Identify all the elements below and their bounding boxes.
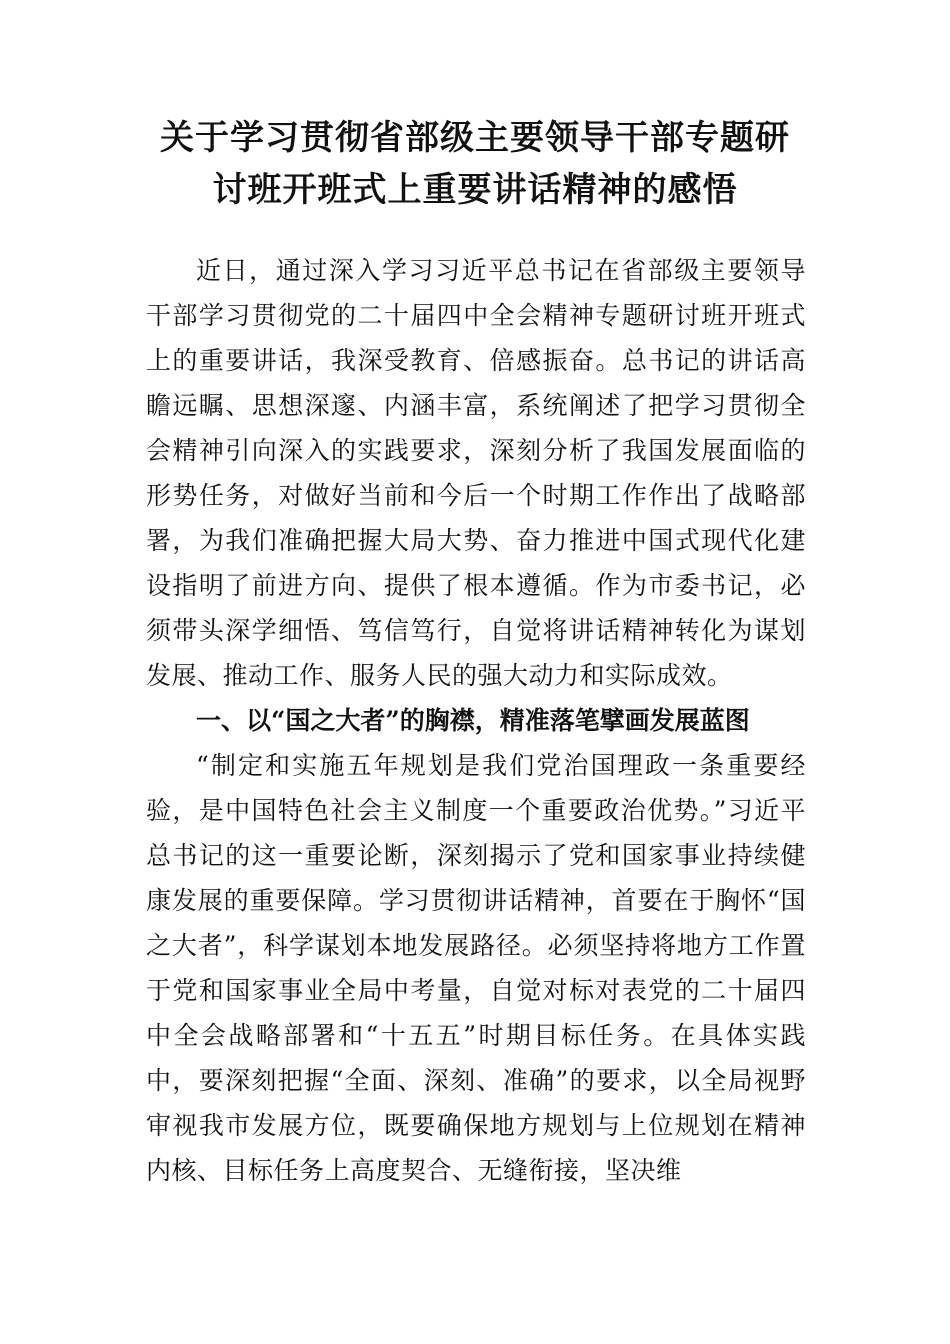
- document-title: [120, 112, 830, 216]
- section-1-paragraph: “制定和实施五年规划是我们党治国理政一条重要经验，是中国特色社会主义制度一个重要政治优势。”习近平总书记的这一重要论断，深刻揭示了党和国家事业持续健康发展的重要保障。学习贯彻讲话精神，首要在于胸怀“国之大者”，科学谋划本地发展路径。必须坚持将地方工作置于党和国家事业全局中考量，自觉对标对表党的二十届四中全会战略部署和“十五五”时期目标任务。在具体实践中，要深刻把握“全面、深刻、准确”的要求，以全局视野审视我市发展方位，既要确保地方规划与上位规划在精神内核、目标任务上高度契合、无缝衔接，坚决维: [146, 751, 806, 1185]
- document-body: [146, 248, 806, 1193]
- title-line-1: 关于学习贯彻省部级主要领导干部专题研: [160, 118, 790, 158]
- intro-paragraph: 近日，通过深入学习习近平总书记在省部级主要领导干部学习贯彻党的二十届四中全会精神专题研讨班开班式上的重要讲话，我深受教育、倍感振奋。总书记的讲话高瞻远瞩、思想深邃、内涵丰富，系统阐述了把学习贯彻全会精神引向深入的实践要求，深刻分析了我国发展面临的形势任务，对做好当前和今后一个时期工作作出了战略部署，为我们准确把握大局大势、奋力推进中国式现代化建设指明了前进方向、提供了根本遵循。作为市委书记，必须带头深学细悟、笃信笃行，自觉将讲话精神转化为谋划发展、推动工作、服务人民的强大动力和实际成效。: [146, 256, 806, 690]
- title-line-2: 讨班开班式上重要讲话精神的感悟: [212, 170, 738, 210]
- section-1-heading: 一、以“国之大者”的胸襟，精准落笔擘画发展蓝图: [196, 706, 750, 735]
